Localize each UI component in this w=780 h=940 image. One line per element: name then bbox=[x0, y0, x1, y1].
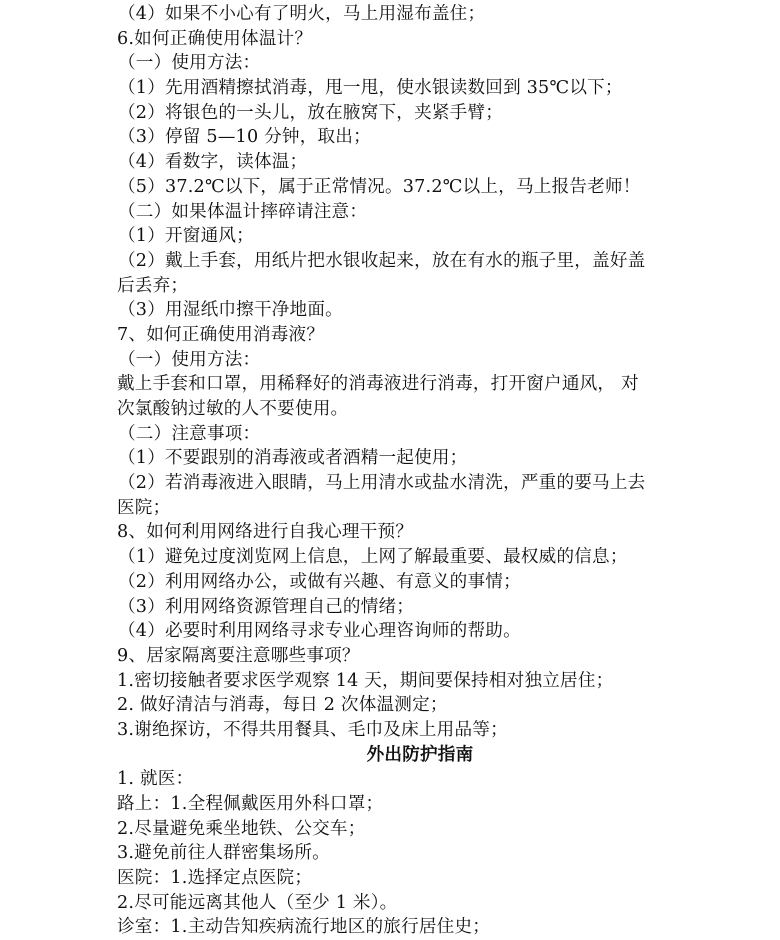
text-line: （二）注意事项： bbox=[118, 423, 261, 444]
text-line: 戴上手套和口罩，用稀释好的消毒液进行消毒，打开窗户通风， 对 bbox=[117, 374, 639, 395]
text-line: 医院； bbox=[117, 497, 171, 518]
text-line: 2. 做好清洁与消毒，每日 2 次体温测定； bbox=[117, 695, 448, 716]
text-line: 路上：1.全程佩戴医用外科口罩； bbox=[117, 794, 384, 814]
text-line: （二）如果体温计摔碎请注意： bbox=[118, 201, 368, 222]
text-line: （3）利用网络资源管理自己的情绪； bbox=[118, 596, 415, 617]
text-line: 2.尽量避免乘坐地铁、公交车； bbox=[117, 818, 366, 839]
text-line: 后丢弃； bbox=[117, 275, 189, 296]
text-line: （3）停留 5—10 分钟，取出； bbox=[118, 127, 371, 148]
text-line: 7、如何正确使用消毒液？ bbox=[117, 324, 325, 345]
text-line: 9、居家隔离要注意哪些事项？ bbox=[117, 645, 360, 666]
text-line: （4）必要时利用网络寻求专业心理咨询师的帮助。 bbox=[118, 621, 521, 642]
text-line: 1. 就医： bbox=[117, 769, 194, 790]
text-line: 6.如何正确使用体温计？ bbox=[117, 28, 313, 49]
text-line: （一）使用方法： bbox=[118, 53, 261, 74]
text-line: （1）不要跟别的消毒液或者酒精一起使用； bbox=[118, 448, 468, 469]
text-line: 诊室：1.主动告知疾病流行地区的旅行居住史； bbox=[117, 917, 491, 938]
text-line: 3.避免前往人群密集场所。 bbox=[117, 843, 330, 864]
text-line: （2）将银色的一头儿，放在腋窝下，夹紧手臂； bbox=[118, 102, 504, 123]
text-line: 次氯酸钠过敏的人不要使用。 bbox=[117, 399, 349, 419]
text-line: 1.密切接触者要求医学观察 14 天，期间要保持相对独立居住； bbox=[117, 670, 614, 691]
text-line: （3）用湿纸巾擦干净地面。 bbox=[118, 300, 343, 321]
text-line: （1）开窗通风； bbox=[118, 226, 254, 247]
text-line: （2）利用网络办公，或做有兴趣、有意义的事情； bbox=[118, 571, 521, 592]
section-title: 外出防护指南 bbox=[366, 744, 474, 765]
text-line: 医院：1.选择定点医院； bbox=[117, 868, 313, 889]
text-line: 2.尽可能远离其他人（至少 1 米）。 bbox=[117, 892, 398, 913]
text-line: （1）避免过度浏览网上信息，上网了解最重要、最权威的信息； bbox=[118, 547, 628, 568]
text-line: （4）看数字，读体温； bbox=[118, 152, 308, 173]
text-line: （4）如果不小心有了明火，马上用湿布盖住； bbox=[118, 4, 486, 24]
text-line: 8、如何利用网络进行自我心理干预？ bbox=[117, 522, 414, 543]
text-line: （2）若消毒液进入眼睛，马上用清水或盐水清洗，严重的要马上去 bbox=[118, 473, 646, 494]
text-line: （1）先用酒精擦拭消毒，甩一甩，使水银读数回到 35℃以下； bbox=[118, 78, 623, 99]
text-line: （2）戴上手套，用纸片把水银收起来，放在有水的瓶子里，盖好盖 bbox=[118, 250, 646, 271]
text-line: （5）37.2℃以下，属于正常情况。37.2℃以上，马上报告老师！ bbox=[118, 176, 641, 197]
text-line: （一）使用方法： bbox=[118, 349, 261, 370]
document-body bbox=[0, 2, 780, 940]
text-line: 3.谢绝探访，不得共用餐具、毛巾及床上用品等； bbox=[117, 719, 508, 740]
